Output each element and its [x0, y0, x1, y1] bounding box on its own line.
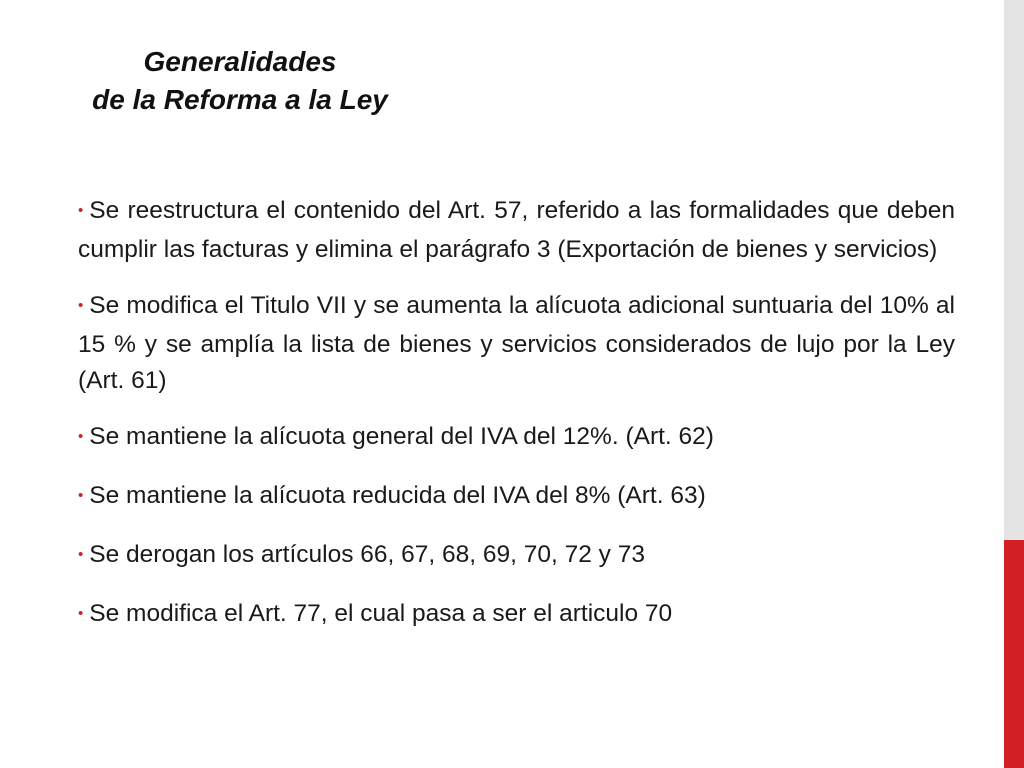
bullet-dot-icon: •: [78, 487, 84, 504]
bullet-item-5: [78, 537, 955, 576]
side-accent-red-bar: [1004, 540, 1024, 768]
bullet-dot-icon: •: [78, 605, 84, 622]
bullet-text: Se reestructura el contenido del Art. 57, referido a las formalidades que deben cumplir las facturas y elimina el parágrafo 3 (Exportación de bienes y servicios): [78, 197, 955, 263]
bullet-text: Se derogan los artículos 66, 67, 68, 69, 70, 72 y 73: [89, 541, 645, 568]
bullet-item-1: [78, 193, 955, 268]
slide-title-line-1: Generalidades: [143, 46, 337, 77]
bullet-item-6: [78, 596, 955, 635]
bullet-text: Se mantiene la alícuota reducida del IVA del 8% (Art. 63): [89, 482, 706, 509]
bullet-dot-icon: •: [78, 202, 84, 219]
bullet-text: Se mantiene la alícuota general del IVA del 12%. (Art. 62): [89, 423, 714, 450]
bullet-text: Se modifica el Art. 77, el cual pasa a ser el articulo 70: [89, 600, 673, 627]
bullet-list: [78, 193, 955, 655]
bullet-item-4: [78, 478, 955, 517]
bullet-dot-icon: •: [78, 546, 84, 563]
slide-title: [40, 43, 440, 119]
bullet-dot-icon: •: [78, 297, 84, 314]
side-accent-grey-bar: [1004, 0, 1024, 540]
bullet-text: Se modifica el Titulo VII y se aumenta la alícuota adicional suntuaria del 10% al 15 % y se amplía la lista de bienes y servicios considerados de lujo por la Ley (Art. 61): [78, 292, 955, 394]
slide-title-line-2: de la Reforma a la Ley: [92, 84, 388, 115]
bullet-item-3: [78, 419, 955, 458]
bullet-item-2: [78, 288, 955, 399]
bullet-dot-icon: •: [78, 428, 84, 445]
